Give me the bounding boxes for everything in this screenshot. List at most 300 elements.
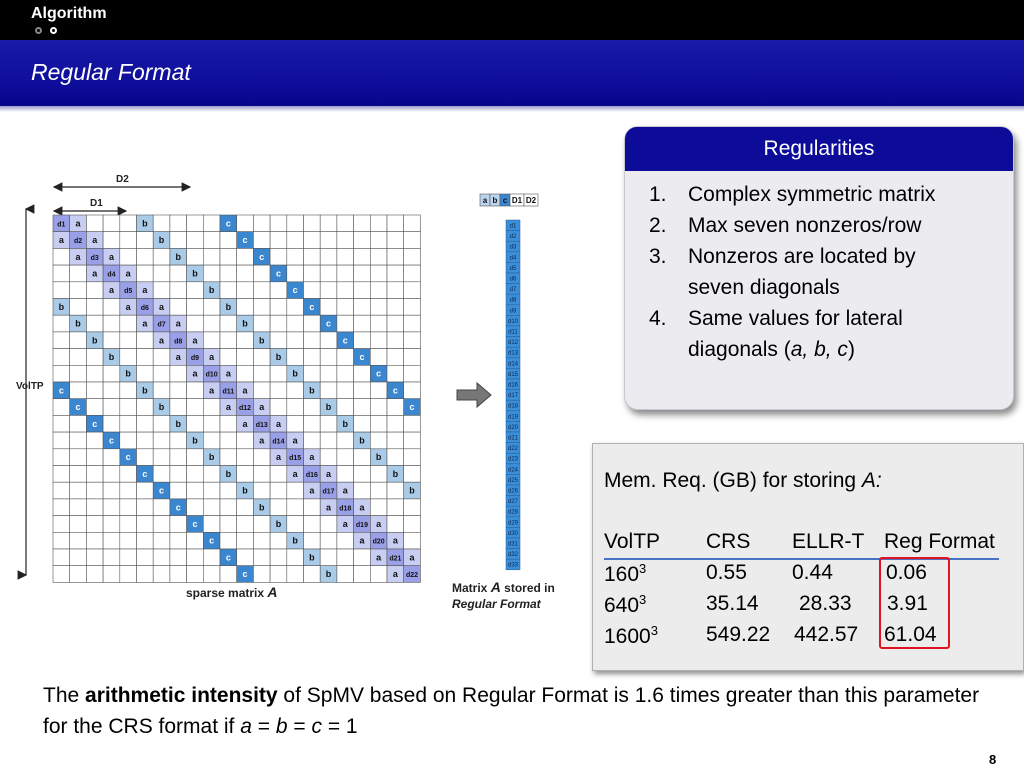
matrix-cell-empty [220,315,237,332]
regularities-list [647,179,1007,365]
matrix-cell-empty [270,532,287,549]
matrix-cell-label: a [225,402,231,413]
ellr-cell: 0.44 [792,561,833,584]
matrix-cell-empty [53,516,70,533]
arithmetic-intensity-statement: The arithmetic intensity of SpMV based on Regular Format is 1.6 times greater than this parameter for the CRS format if a = b = c = 1 [43,684,980,738]
matrix-cell-empty [237,215,254,232]
storage-cell-label: d28 [507,509,519,516]
matrix-cell-empty [387,248,404,265]
matrix-cell-empty [404,215,421,232]
matrix-cell-empty [304,332,321,349]
matrix-cell-label: c [192,518,198,529]
regularities-title: Regularities [625,127,1013,171]
matrix-cell-empty [270,282,287,299]
matrix-cell-empty [370,349,387,366]
matrix-cell-empty [153,215,170,232]
matrix-cell-empty [120,382,137,399]
matrix-cell-label: c [409,402,415,413]
matrix-cell-empty [287,399,304,416]
matrix-cell-empty [270,399,287,416]
matrix-cell-empty [170,265,187,282]
matrix-caption: sparse matrix A [186,584,278,600]
matrix-cell-empty [170,566,187,583]
list-item: 4. Same values for lateral diagonals (a, b, c) [649,307,903,361]
matrix-cell-empty [270,382,287,399]
matrix-cell-empty [320,299,337,316]
matrix-cell-empty [170,432,187,449]
matrix-cell-empty [103,482,120,499]
matrix-cell-empty [70,365,87,382]
storage-cell-label: d26 [507,488,519,495]
matrix-cell-empty [354,265,371,282]
matrix-cell-empty [203,549,220,566]
matrix-cell-empty [220,566,237,583]
matrix-cell-empty [387,282,404,299]
matrix-cell-empty [320,382,337,399]
matrix-cell-empty [220,482,237,499]
matrix-cell-empty [370,432,387,449]
matrix-cell-label: d14 [272,438,285,446]
matrix-cell-empty [220,449,237,466]
matrix-cell-empty [220,516,237,533]
matrix-cell-empty [53,532,70,549]
storage-cell-label: d5 [509,265,517,272]
matrix-cell-empty [387,299,404,316]
storage-cell-label: d29 [507,520,519,527]
matrix-cell-label: b [409,485,415,496]
matrix-cell-empty [387,399,404,416]
matrix-cell-empty [70,449,87,466]
matrix-cell-empty [86,399,103,416]
matrix-cell-empty [137,248,154,265]
matrix-cell-empty [387,499,404,516]
matrix-cell-empty [153,549,170,566]
d1-label: D1 [90,198,103,209]
matrix-cell-empty [387,349,404,366]
matrix-cell-empty [253,466,270,483]
matrix-cell-empty [187,232,204,249]
matrix-cell-empty [404,415,421,432]
matrix-cell-label: b [259,335,265,346]
matrix-cell-label: b [108,351,115,362]
matrix-cell-empty [203,466,220,483]
storage-cell-label: d9 [509,308,517,315]
matrix-cell-empty [103,332,120,349]
matrix-cell-empty [404,449,421,466]
storage-cell-label: d2 [509,234,517,241]
storage-header-label: D2 [525,196,537,205]
matrix-cell-label: a [225,368,231,379]
matrix-cell-empty [203,482,220,499]
matrix-cell-empty [337,215,354,232]
matrix-cell-empty [337,466,354,483]
section-name: Algorithm [31,5,107,22]
matrix-cell-label: a [192,335,198,346]
matrix-cell-empty [70,282,87,299]
matrix-cell-label: b [208,452,215,463]
matrix-cell-empty [287,415,304,432]
matrix-cell-empty [304,516,321,533]
matrix-cell-empty [337,315,354,332]
matrix-cell-empty [237,332,254,349]
matrix-cell-empty [354,482,371,499]
nav-dot-2-icon[interactable] [50,27,57,34]
matrix-cell-empty [53,549,70,566]
matrix-cell-empty [86,365,103,382]
matrix-cell-empty [320,349,337,366]
list-item: 2. Max seven nonzeros/row [649,214,922,237]
matrix-cell-empty [103,549,120,566]
matrix-cell-empty [253,299,270,316]
matrix-cell-empty [170,399,187,416]
matrix-cell-empty [170,299,187,316]
matrix-cell-empty [120,482,137,499]
matrix-cell-label: a [142,285,148,296]
transform-arrow-icon [457,383,491,407]
matrix-cell-label: b [309,552,315,563]
matrix-cell-empty [220,532,237,549]
matrix-cell-label: b [58,301,65,312]
voltp-label: VolTP [16,381,44,392]
matrix-cell-empty [70,382,87,399]
matrix-cell-empty [187,248,204,265]
matrix-cell-empty [153,566,170,583]
matrix-cell-label: a [275,418,281,429]
matrix-cell-empty [237,282,254,299]
matrix-cell-empty [370,248,387,265]
matrix-cell-empty [86,299,103,316]
matrix-cell-empty [170,282,187,299]
matrix-cell-empty [70,299,87,316]
storage-cell-label: d16 [507,382,519,389]
matrix-cell-empty [287,516,304,533]
list-item: 1. Complex symmetric matrix [649,183,936,206]
matrix-cell-label: a [75,218,81,229]
matrix-cell-label: c [242,235,248,246]
matrix-cell-empty [70,516,87,533]
matrix-cell-empty [203,232,220,249]
matrix-cell-empty [253,449,270,466]
matrix-cell-empty [120,415,137,432]
matrix-cell-empty [203,566,220,583]
matrix-cell-empty [103,466,120,483]
reg-cell: 0.06 [886,561,927,584]
matrix-cell-empty [304,532,321,549]
storage-cell-label: d23 [507,456,519,463]
matrix-cell-empty [237,432,254,449]
matrix-cell-label: a [259,402,265,413]
storage-cell-label: d3 [509,244,517,251]
matrix-cell-label: a [175,351,181,362]
matrix-cell-empty [354,449,371,466]
nav-dot-1-icon[interactable] [35,27,42,34]
matrix-cell-label: a [376,552,382,563]
matrix-cell-label: a [292,435,298,446]
matrix-cell-empty [170,232,187,249]
matrix-cell-empty [253,482,270,499]
matrix-cell-label: d4 [107,271,116,279]
memory-title: Mem. Req. (GB) for storing A: [604,469,882,492]
matrix-cell-empty [137,566,154,583]
matrix-cell-empty [187,449,204,466]
matrix-cell-label: b [242,485,248,496]
matrix-cell-empty [404,282,421,299]
matrix-cell-empty [120,248,137,265]
matrix-cell-empty [86,499,103,516]
matrix-cell-label: a [92,235,98,246]
matrix-cell-empty [170,549,187,566]
matrix-cell-empty [70,549,87,566]
matrix-cell-empty [253,516,270,533]
matrix-cell-label: a [342,518,348,529]
matrix-cell-empty [220,232,237,249]
matrix-cell-empty [320,432,337,449]
matrix-cell-empty [337,349,354,366]
matrix-cell-empty [170,466,187,483]
matrix-cell-empty [404,532,421,549]
matrix-cell-empty [137,232,154,249]
matrix-cell-empty [287,215,304,232]
d2-label: D2 [116,174,129,185]
sparse-matrix-grid [53,215,420,582]
matrix-cell-label: a [159,301,165,312]
matrix-cell-empty [304,232,321,249]
matrix-cell-label: b [275,351,282,362]
matrix-cell-empty [86,516,103,533]
storage-cell-label: d24 [507,467,519,474]
matrix-cell-empty [387,516,404,533]
matrix-cell-empty [137,349,154,366]
matrix-cell-label: b [309,385,315,396]
matrix-cell-empty [354,215,371,232]
matrix-cell-label: a [326,502,332,513]
storage-cell-label: d10 [507,318,519,325]
matrix-cell-empty [120,566,137,583]
matrix-cell-empty [203,415,220,432]
matrix-cell-empty [203,315,220,332]
matrix-cell-empty [203,499,220,516]
matrix-cell-empty [137,516,154,533]
matrix-cell-label: b [259,502,265,513]
matrix-cell-empty [404,365,421,382]
matrix-cell-label: b [125,368,131,379]
matrix-cell-label: a [108,251,114,262]
matrix-cell-empty [237,466,254,483]
matrix-cell-empty [53,282,70,299]
matrix-cell-empty [404,299,421,316]
matrix-cell-empty [53,482,70,499]
matrix-cell-empty [253,549,270,566]
matrix-cell-empty [404,315,421,332]
matrix-cell-empty [153,432,170,449]
storage-cell-label: d7 [509,287,517,294]
matrix-cell-empty [387,265,404,282]
matrix-cell-empty [354,415,371,432]
matrix-cell-empty [354,365,371,382]
matrix-cell-label: d17 [322,488,335,496]
matrix-cell-empty [287,232,304,249]
matrix-cell-empty [404,232,421,249]
matrix-cell-empty [53,315,70,332]
matrix-cell-empty [370,332,387,349]
matrix-cell-empty [404,516,421,533]
matrix-cell-label: b [142,218,148,229]
storage-cell-label: d1 [509,223,517,230]
matrix-cell-empty [237,365,254,382]
matrix-cell-empty [270,332,287,349]
storage-cell-label: d22 [507,446,519,453]
matrix-cell-empty [137,449,154,466]
matrix-cell-empty [354,282,371,299]
matrix-cell-label: a [125,301,131,312]
column-header: ELLR-T [792,530,865,553]
matrix-cell-empty [187,299,204,316]
matrix-cell-label: a [75,251,81,262]
matrix-cell-empty [337,282,354,299]
storage-cell-label: d27 [507,499,519,506]
matrix-cell-label: b [375,452,382,463]
matrix-cell-empty [137,482,154,499]
matrix-cell-label: c [259,251,265,262]
matrix-cell-empty [237,299,254,316]
page-number: 8 [989,752,997,767]
matrix-cell-empty [153,532,170,549]
matrix-cell-empty [120,549,137,566]
matrix-cell-empty [370,415,387,432]
matrix-cell-empty [404,466,421,483]
ellr-cell: 442.57 [794,623,859,646]
matrix-cell-empty [53,399,70,416]
matrix-cell-empty [354,382,371,399]
matrix-cell-empty [120,399,137,416]
matrix-cell-label: c [175,502,181,513]
matrix-cell-empty [153,265,170,282]
matrix-cell-empty [404,382,421,399]
crs-cell: 0.55 [706,561,747,584]
matrix-cell-empty [237,549,254,566]
matrix-cell-empty [237,265,254,282]
matrix-cell-empty [187,549,204,566]
matrix-cell-empty [304,265,321,282]
matrix-cell-empty [137,549,154,566]
matrix-cell-empty [120,232,137,249]
matrix-cell-label: a [125,268,131,279]
matrix-cell-label: a [342,485,348,496]
matrix-cell-empty [70,482,87,499]
matrix-cell-empty [354,399,371,416]
matrix-cell-empty [304,248,321,265]
matrix-cell-empty [137,332,154,349]
matrix-cell-label: b [75,318,81,329]
matrix-cell-label: b [158,235,165,246]
matrix-cell-label: c [309,301,315,312]
storage-cell-label: d13 [507,350,519,357]
matrix-cell-empty [304,315,321,332]
matrix-cell-empty [253,315,270,332]
matrix-cell-empty [86,549,103,566]
matrix-cell-empty [370,299,387,316]
matrix-cell-empty [53,466,70,483]
matrix-cell-empty [404,265,421,282]
matrix-cell-label: a [242,385,248,396]
matrix-cell-empty [387,449,404,466]
matrix-cell-empty [86,382,103,399]
matrix-cell-empty [287,566,304,583]
crs-cell: 35.14 [706,592,759,615]
matrix-cell-empty [237,449,254,466]
matrix-cell-empty [287,299,304,316]
matrix-cell-empty [86,215,103,232]
matrix-cell-empty [354,566,371,583]
matrix-cell-empty [304,415,321,432]
matrix-cell-empty [320,232,337,249]
matrix-cell-empty [170,382,187,399]
matrix-cell-empty [287,549,304,566]
matrix-cell-empty [70,432,87,449]
matrix-cell-empty [153,248,170,265]
matrix-cell-empty [53,265,70,282]
matrix-cell-empty [387,215,404,232]
voltp-cell: $640^3$ [604,592,647,617]
storage-cell-label: d4 [509,255,517,262]
matrix-cell-empty [137,532,154,549]
matrix-cell-empty [270,365,287,382]
matrix-cell-empty [370,566,387,583]
matrix-cell-empty [237,516,254,533]
matrix-cell-empty [170,516,187,533]
matrix-cell-empty [53,248,70,265]
matrix-cell-label: a [292,468,298,479]
matrix-cell-label: c [292,285,298,296]
matrix-cell-empty [370,315,387,332]
matrix-cell-empty [70,499,87,516]
matrix-cell-empty [103,566,120,583]
matrix-cell-empty [153,466,170,483]
matrix-cell-label: b [342,418,348,429]
matrix-cell-empty [287,499,304,516]
matrix-cell-label: b [392,468,399,479]
matrix-cell-empty [103,365,120,382]
matrix-cell-label: c [142,468,148,479]
matrix-cell-label: b [275,518,282,529]
matrix-cell-label: c [225,218,231,229]
matrix-cell-empty [86,282,103,299]
matrix-cell-empty [304,499,321,516]
matrix-cell-label: d11 [222,388,235,396]
matrix-cell-empty [137,365,154,382]
matrix-cell-label: d8 [174,338,183,346]
matrix-cell-empty [86,449,103,466]
matrix-cell-empty [270,299,287,316]
matrix-cell-label: c [159,485,165,496]
matrix-cell-empty [203,248,220,265]
storage-cell-label: d6 [509,276,517,283]
matrix-cell-label: a [326,468,332,479]
matrix-cell-empty [404,248,421,265]
matrix-cell-empty [53,415,70,432]
matrix-cell-empty [137,415,154,432]
matrix-cell-empty [70,349,87,366]
matrix-cell-empty [337,449,354,466]
matrix-cell-label: d20 [372,538,385,546]
matrix-cell-label: a [192,368,198,379]
matrix-cell-label: c [58,385,64,396]
matrix-cell-empty [354,248,371,265]
matrix-cell-empty [270,315,287,332]
matrix-cell-empty [287,332,304,349]
matrix-cell-empty [253,532,270,549]
matrix-cell-empty [120,516,137,533]
